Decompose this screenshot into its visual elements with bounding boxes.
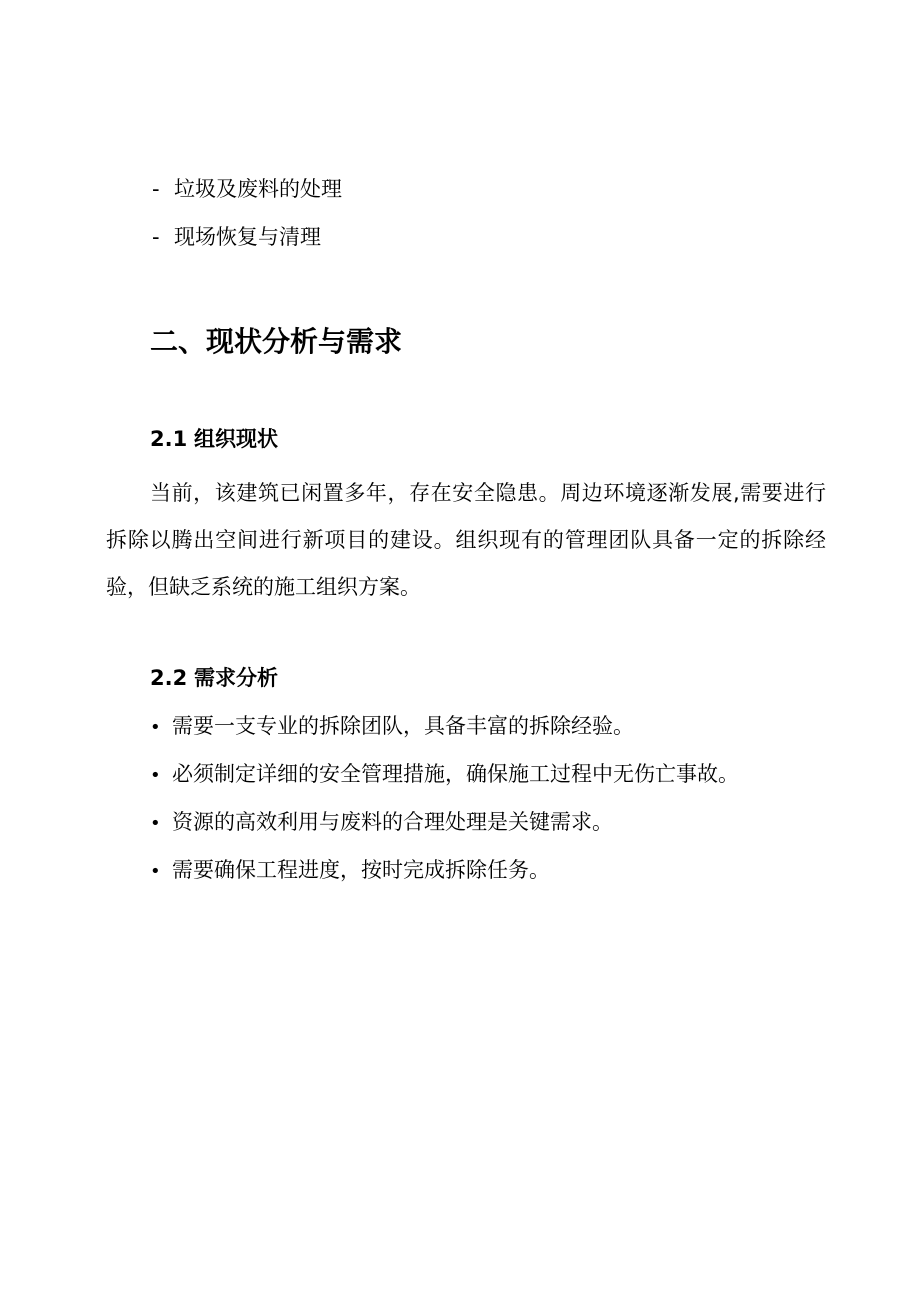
bullet-marker: •: [150, 813, 161, 834]
list-item: [152, 174, 342, 204]
bullet-item: [150, 759, 739, 791]
list-item-text: 垃圾及废料的处理: [174, 177, 342, 201]
subsection-number: 2.2: [150, 666, 188, 690]
list-item-text: 现场恢复与清理: [174, 225, 321, 249]
bullet-item: [150, 855, 550, 887]
subsection-title: 需求分析: [194, 666, 278, 690]
body-paragraph: 当前，该建筑已闲置多年，存在安全隐患。周边环境逐渐发展,需要进行拆除以腾出空间进行新项目的建设。组织现有的管理团队具备一定的拆除经验，但缺乏系统的施工组织方案。: [106, 481, 826, 599]
subsection-title: 组织现状: [194, 427, 278, 451]
bullet-text: 需要确保工程进度，按时完成拆除任务。: [172, 858, 550, 882]
subsection-heading-2-1: [150, 424, 278, 454]
bullet-marker: •: [150, 717, 161, 738]
bullet-text: 必须制定详细的安全管理措施，确保施工过程中无伤亡事故。: [172, 762, 739, 786]
bullet-marker: •: [150, 861, 161, 882]
bullet-marker: •: [150, 765, 161, 786]
bullet-text: 资源的高效利用与废料的合理处理是关键需求。: [172, 810, 613, 834]
bullet-text: 需要一支专业的拆除团队，具备丰富的拆除经验。: [172, 714, 634, 738]
subsection-heading-2-2: [150, 663, 278, 693]
section-heading: 二、现状分析与需求: [150, 325, 403, 358]
subsection-number: 2.1: [150, 427, 188, 451]
bullet-item: [150, 807, 613, 839]
bullet-item: [150, 711, 634, 743]
dash-marker: -: [152, 177, 160, 201]
dash-marker: -: [152, 225, 160, 249]
list-item: [152, 222, 321, 252]
